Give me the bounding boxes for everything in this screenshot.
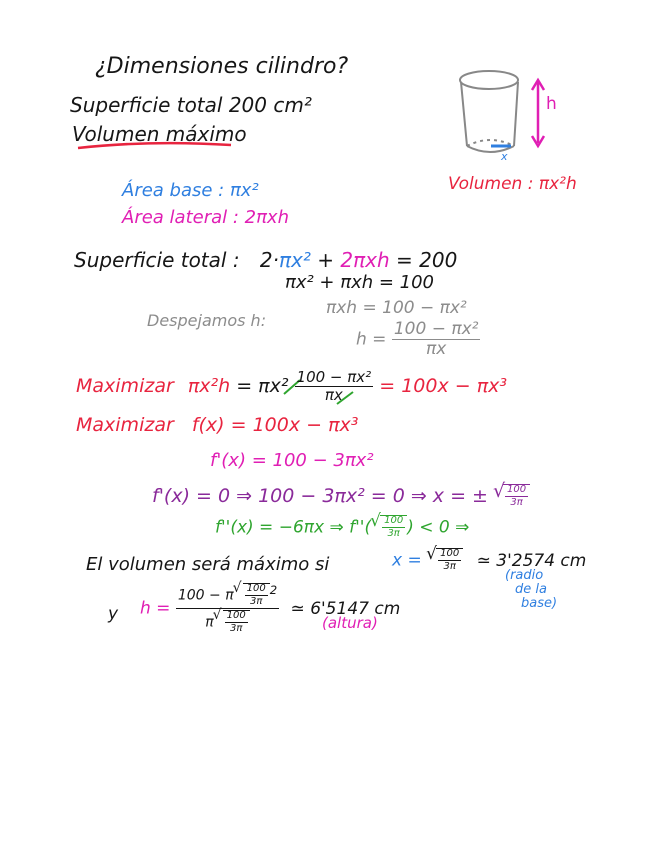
maximize2-label: Maximizar: [76, 414, 174, 436]
den-a: π: [205, 614, 214, 631]
second-rhs: ) < 0 ⇒: [407, 517, 470, 538]
numerator: √ 100: [384, 515, 404, 526]
numerator: 100 − πx²: [393, 319, 479, 339]
denominator: πx: [324, 386, 343, 404]
term1: 2·: [259, 248, 280, 272]
x-eq: x =: [392, 550, 422, 571]
page-title: ¿Dimensiones cilindro?: [95, 54, 349, 79]
y-conjunction: y: [108, 604, 119, 624]
critical-lhs: f'(x) = 0 ⇒ 100 − 3πx² = 0 ⇒ x = ±: [152, 485, 488, 507]
denominator: 3π: [387, 528, 400, 539]
note-line: base): [521, 596, 558, 611]
fraction: [392, 321, 481, 358]
maximize-result: = 100x − πx³: [379, 375, 508, 397]
volume-formula: Volumen : πx²h: [448, 174, 577, 194]
numerator: [176, 583, 279, 609]
volume-max: Volumen máximo: [72, 122, 247, 146]
maximize-expr: πx²h: [187, 375, 231, 397]
denominator: [205, 609, 250, 634]
num-a: 100 − π: [177, 587, 234, 604]
numerator: √ 100: [507, 484, 527, 495]
radical-fraction: [438, 549, 461, 572]
maximize-line2: [76, 416, 358, 435]
maximize-line1: [76, 370, 507, 403]
conclusion-x: [392, 548, 586, 572]
term2: πx²: [279, 248, 311, 272]
note-line: de la: [515, 582, 547, 597]
cylinder-icon: [460, 71, 518, 152]
surface-total: Superficie total 200 cm²: [70, 93, 312, 117]
numerator: √ 100: [226, 610, 246, 621]
radical-fraction: [382, 516, 405, 539]
maximize-fraction: [295, 370, 374, 403]
second-radical: [380, 515, 407, 539]
critical-point: [152, 484, 530, 508]
denominator: 3π: [443, 561, 456, 572]
x-approx: ≃ 3'2574 cm: [476, 550, 587, 571]
height-note: (altura): [322, 614, 378, 632]
conclusion-text: El volumen será máximo si: [86, 554, 330, 575]
numerator: √ 100: [440, 548, 460, 559]
h-approx: ≃ 6'5147 cm: [290, 598, 401, 619]
numerator: 100 − πx²: [296, 368, 372, 386]
h-lhs: h =: [356, 329, 387, 350]
h-lhs: h =: [140, 598, 171, 619]
denominator: 3π: [510, 497, 523, 508]
maximize-eq: = πx²: [236, 375, 289, 397]
radius-note: [505, 569, 557, 611]
term3: 2πxh: [340, 248, 390, 272]
maximize-label: Maximizar: [76, 375, 174, 397]
denominator: 3π: [230, 623, 243, 634]
x-label: x: [501, 150, 508, 163]
note-line: (radio: [505, 568, 544, 583]
area-base: Área base : πx²: [122, 180, 259, 201]
second-derivative: [215, 515, 469, 539]
numerator: √ 100: [246, 583, 266, 594]
despejamos-label: Despejamos h:: [147, 311, 267, 330]
square-exponent: 2: [269, 582, 278, 597]
height-arrow: [532, 80, 544, 146]
den-radical: [223, 610, 250, 634]
plus: +: [317, 248, 335, 272]
second-lhs: f''(x) = −6πx ⇒ f''(: [215, 517, 372, 538]
sup-total-label: Superficie total :: [74, 248, 240, 272]
denominator: 3π: [249, 596, 263, 607]
rhs: = 200: [396, 248, 458, 272]
surface-total-equation: [74, 250, 457, 270]
num-radical: [243, 583, 270, 607]
area-lateral: Área lateral : 2πxh: [122, 207, 289, 228]
simplified-equation: πx² + πxh = 100: [285, 272, 435, 293]
radical-fraction: [505, 485, 528, 508]
despejamos-line2: [356, 321, 480, 358]
denominator: πx: [426, 339, 447, 359]
critical-radical: [503, 484, 530, 508]
height-fraction: [176, 583, 279, 634]
radical-fraction: [245, 584, 268, 607]
maximize2-expr: f(x) = 100x − πx³: [191, 414, 359, 436]
h-label: h: [546, 94, 557, 114]
despejamos-line1: πxh = 100 − πx²: [326, 298, 467, 318]
radical-fraction: [225, 611, 248, 634]
conclusion-radical: [436, 548, 463, 572]
derivative: f'(x) = 100 − 3πx²: [210, 450, 374, 471]
